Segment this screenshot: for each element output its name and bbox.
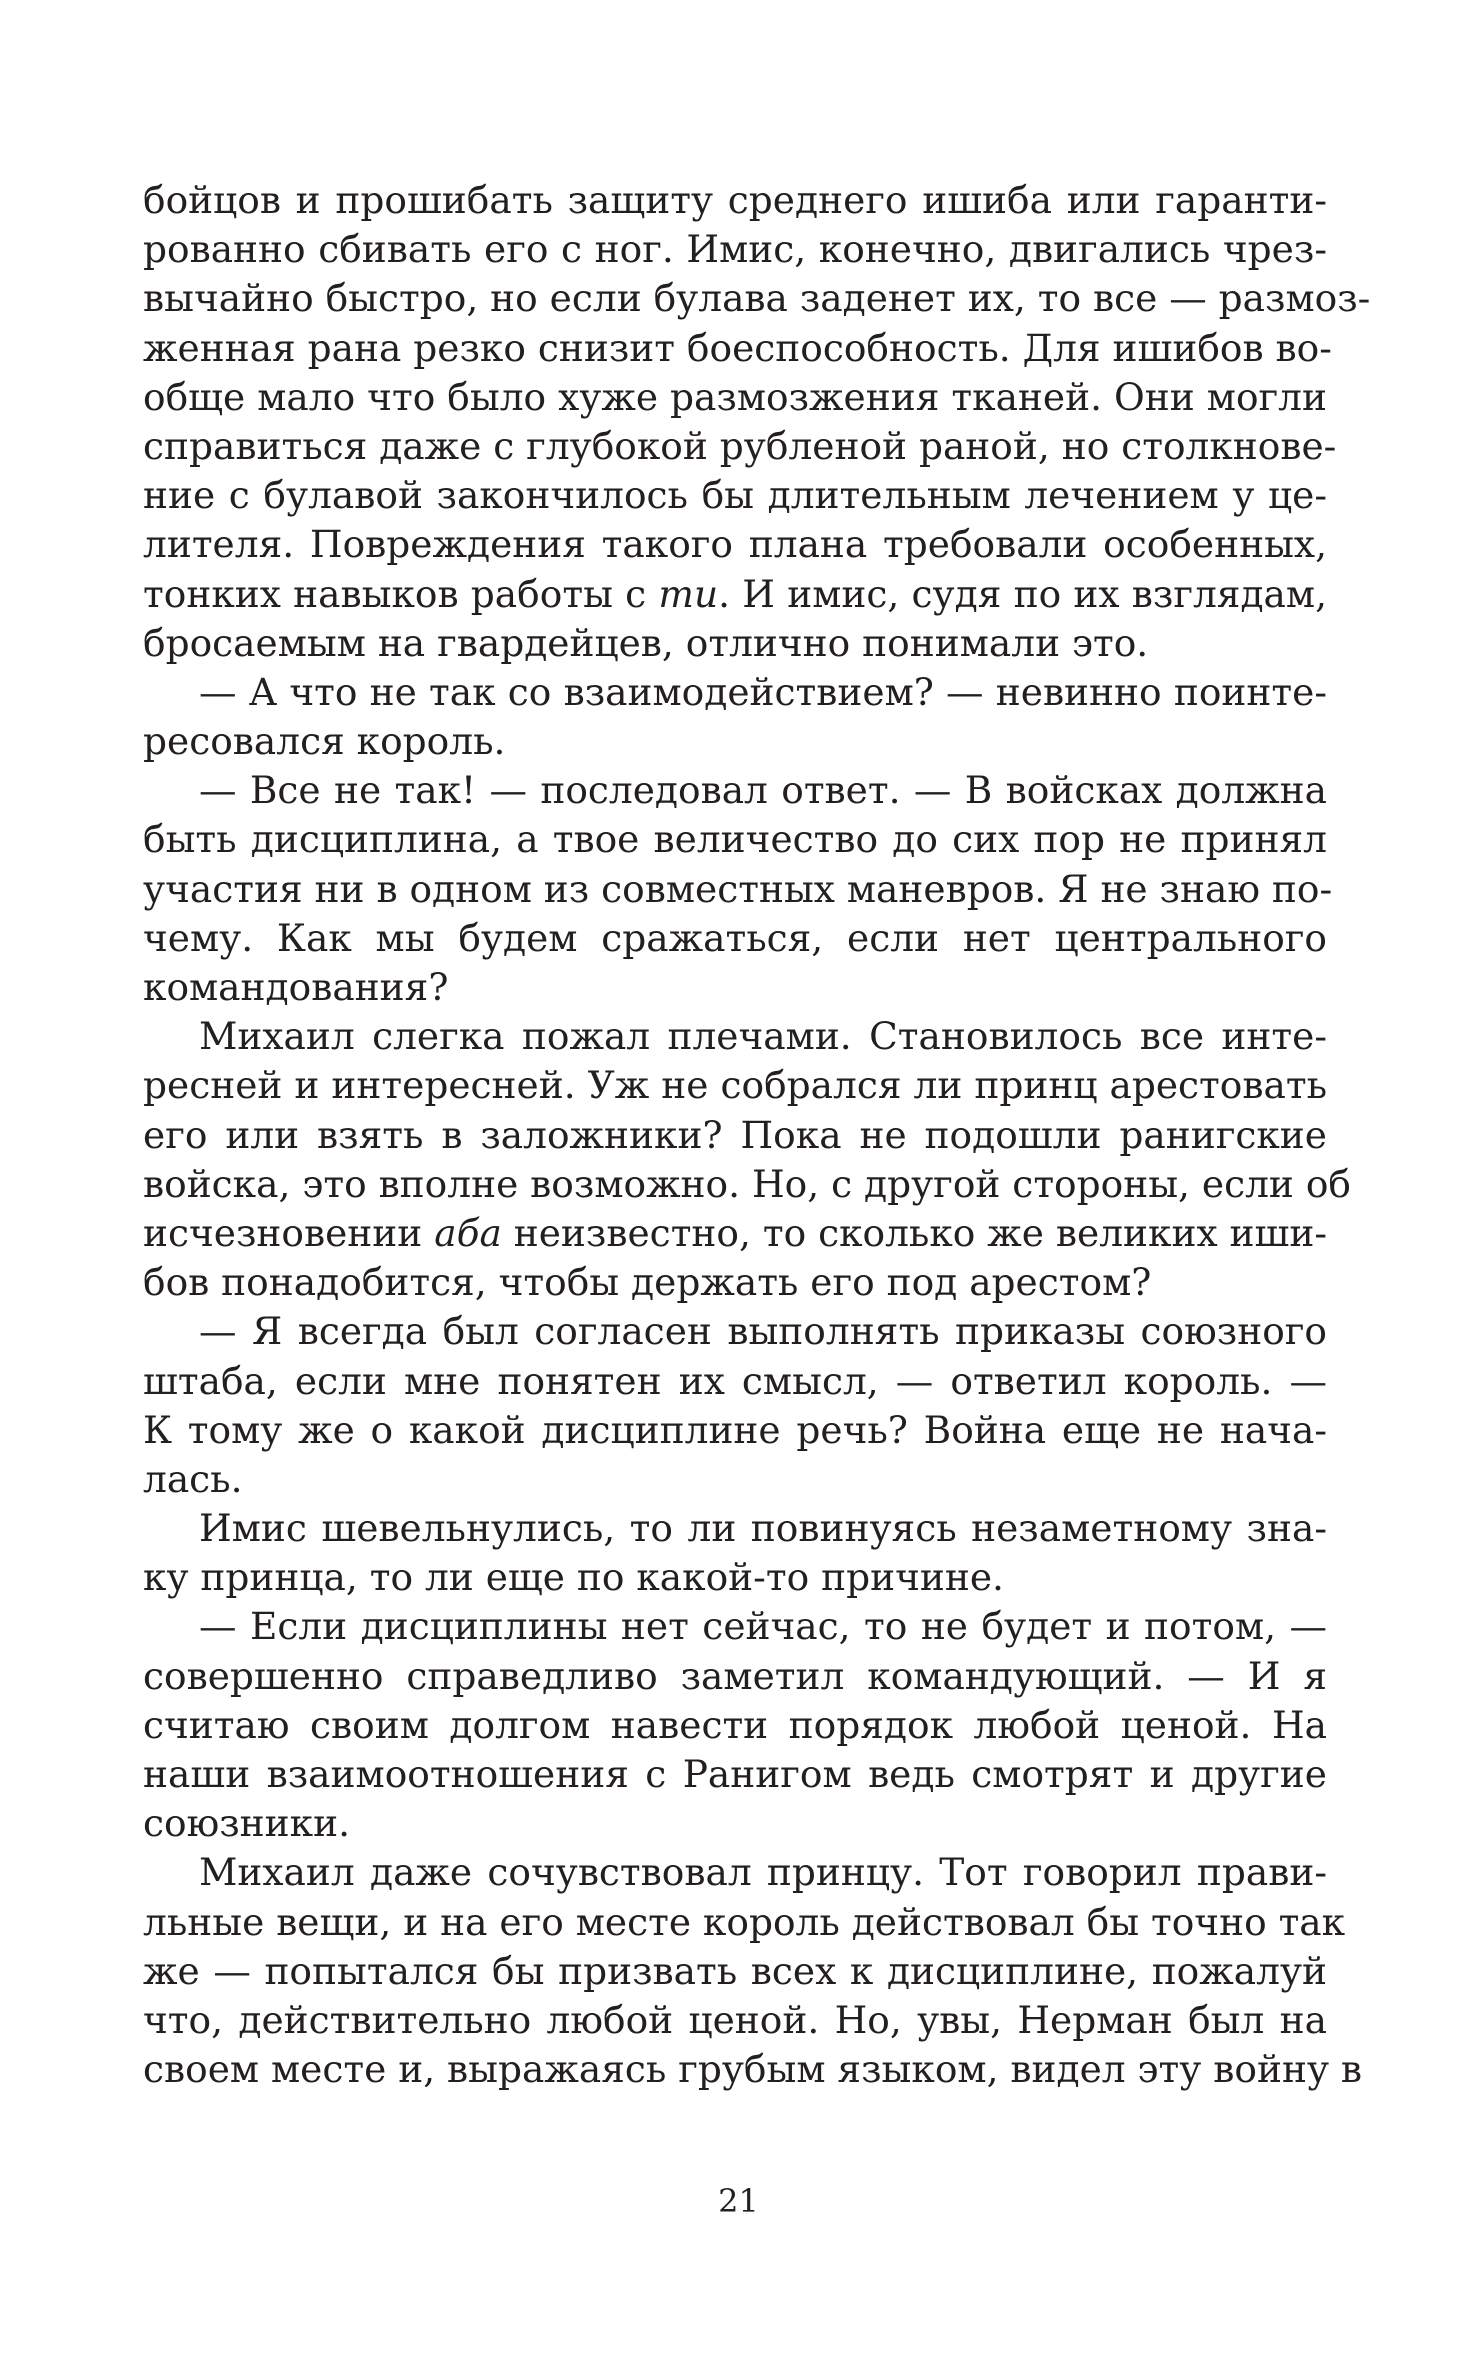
text-line: обще мало что было хуже размозжения тканей. Они могли xyxy=(143,374,1327,419)
text-line: своем месте и, выражаясь грубым языком, видел эту войну в xyxy=(143,2047,1363,2092)
text-line: — А что не так со взаимодействием? — невинно поинте- xyxy=(199,669,1327,714)
text-line: войска, это вполне возможно. Но, с другой стороны, если об xyxy=(143,1161,1351,1206)
text-line xyxy=(143,1209,1327,1258)
text-line: считаю своим долгом навести порядок любой ценой. На xyxy=(143,1702,1327,1747)
text-line: ресней и интересней. Уж не собрался ли принц арестовать xyxy=(143,1063,1327,1108)
italic-term: ти xyxy=(658,571,719,616)
text-line: совершенно справедливо заметил командующий. — И я xyxy=(143,1653,1327,1698)
text-line xyxy=(143,570,1327,619)
text-line: ку принца, то ли еще по какой-то причине. xyxy=(143,1555,1004,1600)
text-line: штаба, если мне понятен их смысл, — ответил король. — xyxy=(143,1358,1327,1403)
text-segment: . И имис, судя по их взглядам, xyxy=(718,571,1328,616)
text-line: же — попытался бы призвать всех к дисциплине, пожалуй xyxy=(143,1948,1327,1993)
text-line: женная рана резко снизит боеспособность. Для ишибов во- xyxy=(143,325,1332,370)
text-line: участия ни в одном из совместных маневров. Я не знаю по- xyxy=(143,866,1333,911)
text-segment: исчезновении xyxy=(143,1210,435,1255)
text-line: Михаил даже сочувствовал принцу. Тот говорил прави- xyxy=(199,1850,1327,1895)
text-line: бов понадобится, чтобы держать его под арестом? xyxy=(143,1260,1152,1305)
text-line: ние с булавой закончилось бы длительным лечением у це- xyxy=(143,473,1327,518)
text-line: справиться даже с глубокой рубленой раной, но столкнове- xyxy=(143,423,1337,468)
text-line: лителя. Повреждения такого плана требовали особенных, xyxy=(143,522,1327,567)
text-line: что, действительно любой ценой. Но, увы, Нерман был на xyxy=(143,1997,1327,2042)
text-line: его или взять в заложники? Пока не подошли ранигские xyxy=(143,1112,1327,1157)
text-segment: неизвестно, то сколько же великих иши- xyxy=(501,1210,1328,1255)
text-line: бросаемым на гвардейцев, отлично понимали это. xyxy=(143,620,1149,665)
text-line: ресовался король. xyxy=(143,719,506,764)
text-line: Имис шевельнулись, то ли повинуясь незаметному зна- xyxy=(199,1506,1327,1551)
text-line: лась. xyxy=(143,1456,243,1501)
text-line: командования? xyxy=(143,965,449,1009)
italic-term: аба xyxy=(434,1210,502,1255)
text-segment: тонких навыков работы с xyxy=(143,571,659,616)
text-line: — Я всегда был согласен выполнять приказы союзного xyxy=(199,1309,1327,1354)
text-line: бойцов и прошибать защиту среднего ишиба или гаранти- xyxy=(143,178,1327,222)
page-number: 21 xyxy=(718,2182,759,2220)
text-line: быть дисциплина, а твое величество до сих пор не принял xyxy=(143,817,1327,862)
text-line: — Все не так! — последовал ответ. — В войсках должна xyxy=(199,768,1327,813)
text-line: К тому же о какой дисциплине речь? Война еще не нача- xyxy=(143,1407,1327,1452)
text-line: рованно сбивать его с ног. Имис, конечно, двигались чрез- xyxy=(143,227,1327,272)
text-line: вычайно быстро, но если булава заденет их, то все — размоз- xyxy=(143,276,1371,321)
text-line: — Если дисциплины нет сейчас, то не будет и потом, — xyxy=(199,1604,1327,1649)
text-line: наши взаимоотношения с Ранигом ведь смотрят и другие xyxy=(143,1752,1327,1796)
text-line: льные вещи, и на его месте король действовал бы точно так xyxy=(143,1899,1346,1944)
text-line: чему. Как мы будем сражаться, если нет центрального xyxy=(143,915,1327,960)
body-text xyxy=(143,176,1371,2094)
text-line: Михаил слегка пожал плечами. Становилось все инте- xyxy=(199,1014,1327,1059)
text-line: союзники. xyxy=(143,1801,351,1846)
